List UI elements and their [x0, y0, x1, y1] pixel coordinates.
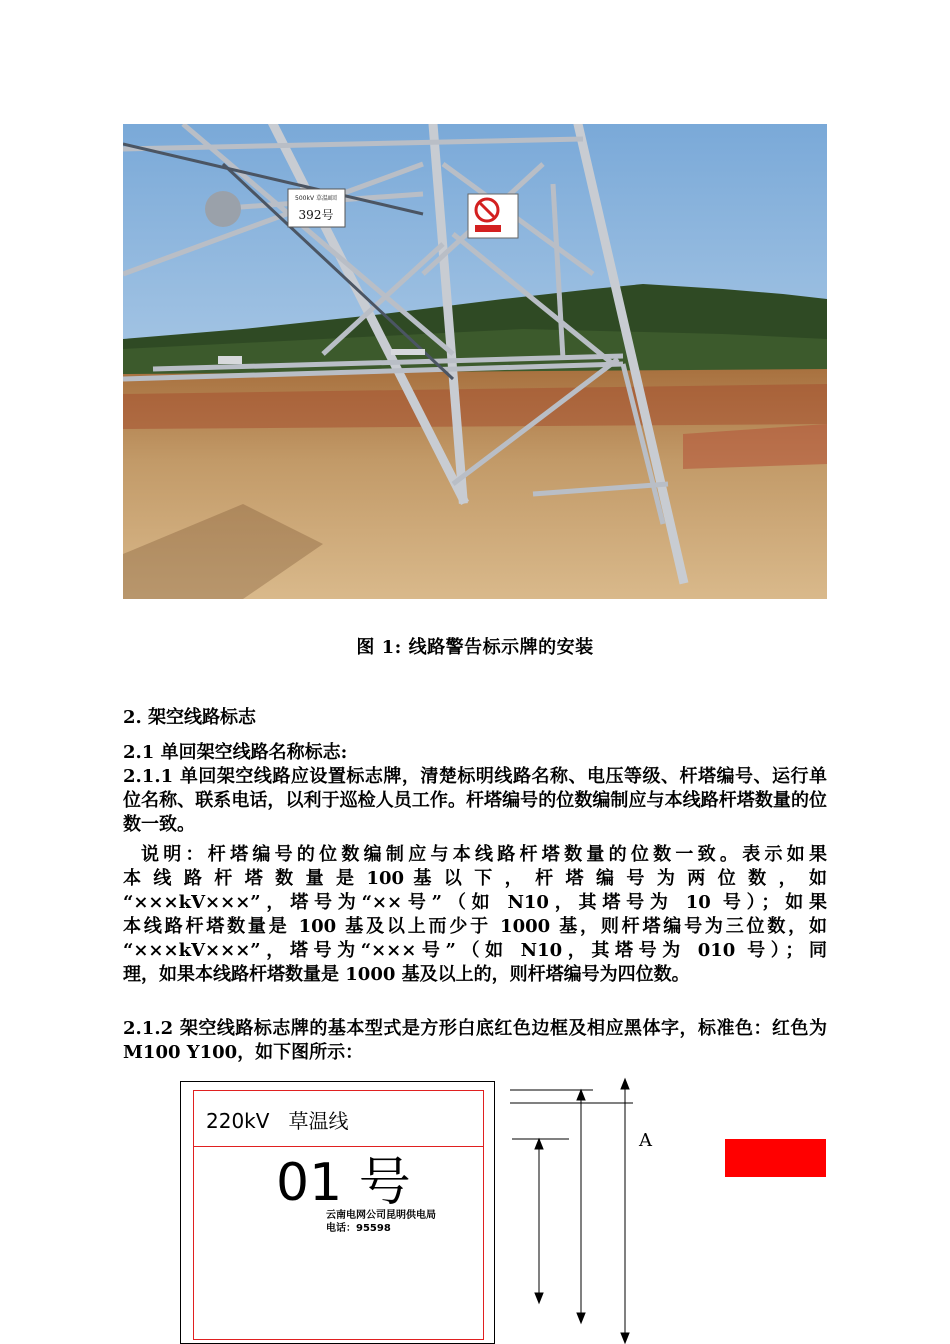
subsection-heading: 2.1 单回架空线路名称标志: [123, 742, 348, 763]
explanation-note [123, 843, 827, 987]
paragraph-2-1-2: 2.1.2 架空线路标志牌的基本型式是方形白底红色边框及相应黑体字，标准色：红色为 M100 Y100，如下图所示： [123, 1018, 827, 1063]
sign-line-name: 220kV 草温线 [206, 1109, 349, 1133]
figure-caption: 图 1: 线路警告标示牌的安装 [356, 637, 594, 658]
paragraph-2-1-1: 2.1.1 单回架空线路应设置标志牌，清楚标明线路名称、电压等级、杆塔编号、运行单位名称、联系电话，以利于巡检人员工作。杆塔编号的位数编制应与本线路杆塔数量的位数一致。 [123, 766, 827, 835]
note-line: 本 线 路 杆 塔 数 量 是 100 基 以 下 ， 杆 塔 编 号 为 两 位 数 ， 如 [123, 868, 827, 889]
tower-photo [123, 124, 827, 599]
standard-red-swatch [725, 1139, 826, 1177]
sign-company-name: 云南电网公司昆明供电局 [326, 1210, 436, 1221]
dimension-lines [505, 1075, 640, 1344]
tower-name-sign [288, 189, 345, 227]
section-heading: 2. 架空线路标志 [123, 707, 257, 728]
dimension-label: A [639, 1130, 652, 1151]
note-line: 本线路杆塔数量是 100 基及以上而少于 1000 基，则杆塔编号为三位数，如 [123, 916, 827, 937]
sign-example [180, 1081, 495, 1344]
tower-sign-line: 500kV 草温Ⅱ回 [295, 195, 337, 202]
no-climbing-warning-icon [468, 194, 518, 238]
note-line: “×××kV×××”，塔号为“××号”（如 N10，其塔号为 10 号）；如果 [123, 892, 827, 913]
note-line: 理，如果本线路杆塔数量是 1000 基及以上的，则杆塔编号为四位数。 [123, 964, 690, 985]
tower-photo-drawing [123, 124, 827, 599]
note-line: “×××kV×××”，塔号为“×××号”（如 N10，其塔号为 010 号）；同 [123, 940, 827, 961]
sign-phone: 电话：95598 [326, 1223, 391, 1234]
note-line: 说明：杆塔编号的位数编制应与本线路杆塔数量的位数一致。表示如果 [141, 844, 827, 865]
sign-company-block [326, 1209, 436, 1235]
sign-tower-number: 01 号 [276, 1153, 411, 1213]
sign-divider [194, 1146, 483, 1147]
sign-red-border [193, 1090, 484, 1340]
tower-sign-number: 392号 [298, 208, 334, 222]
